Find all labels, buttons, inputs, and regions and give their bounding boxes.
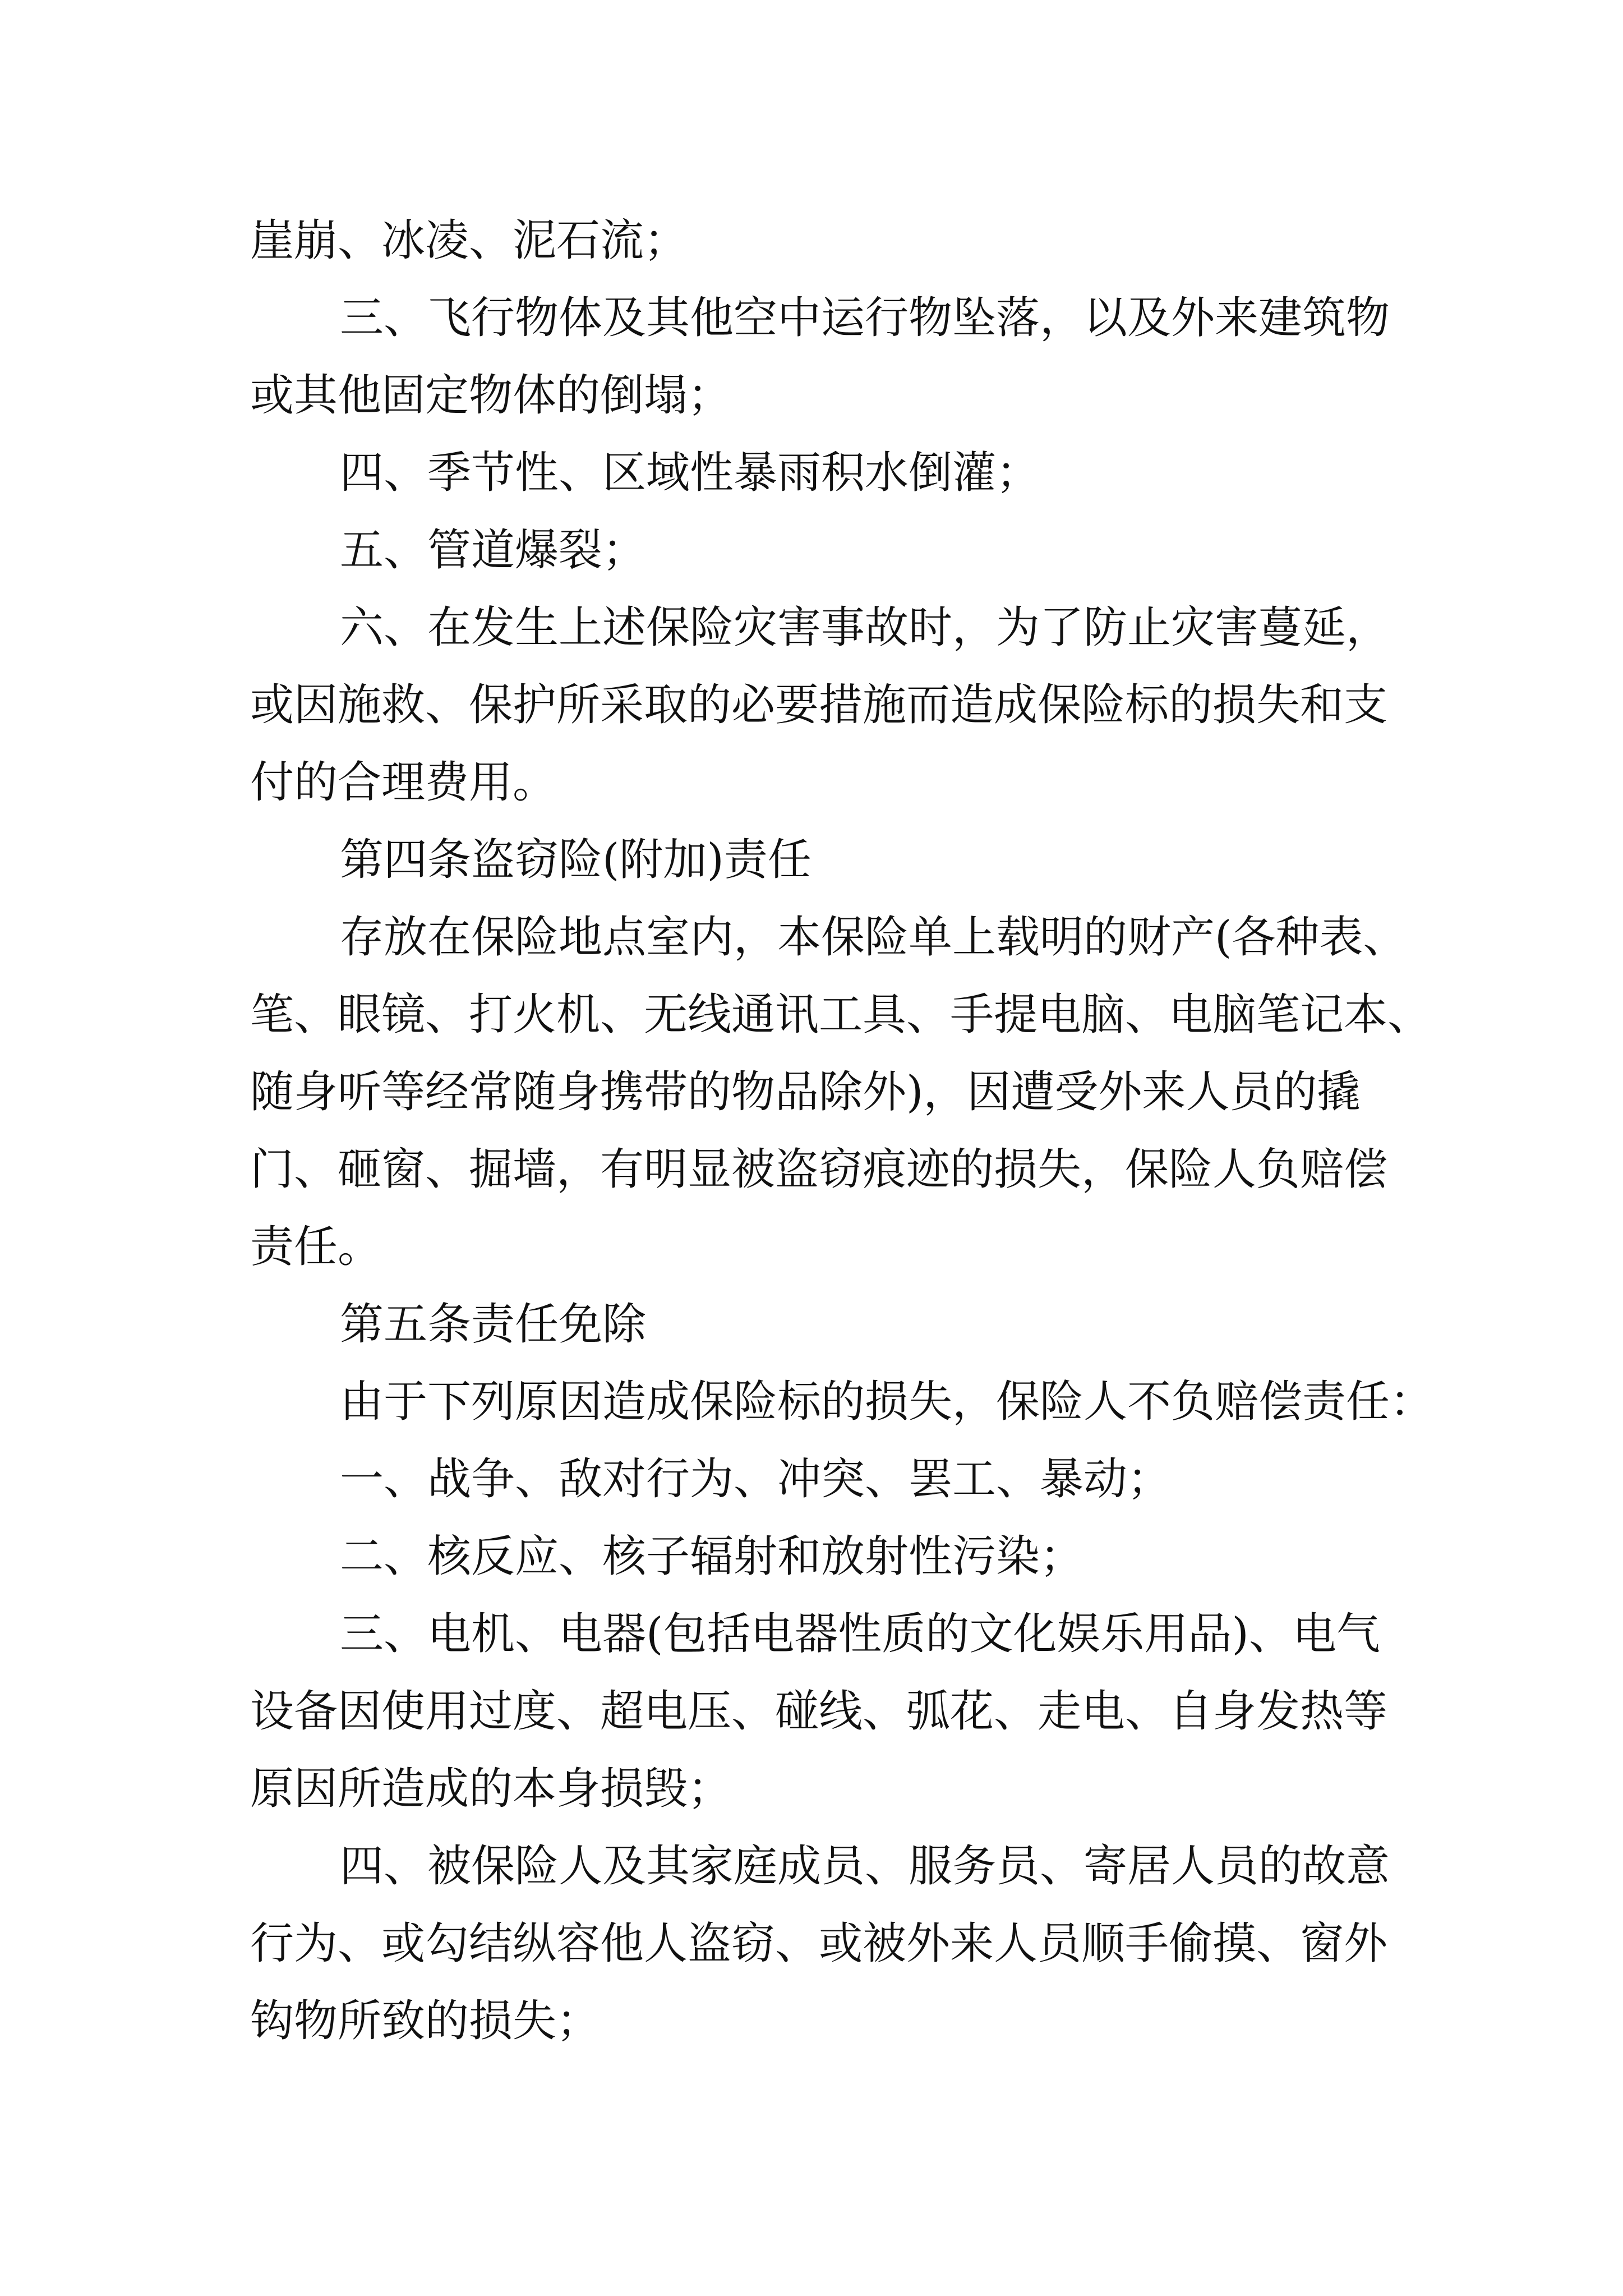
- paragraph-4: [250, 512, 1389, 589]
- text-line: 设备因使用过度、超电压、碰线、弧花、走电、自身发热等: [250, 1686, 1388, 1737]
- text-line: 第五条责任免除: [340, 1299, 647, 1350]
- text-line: 三、飞行物体及其他空中运行物坠落，以及外来建筑物: [340, 293, 1390, 343]
- text-line: 钩物所致的损失；: [250, 1996, 601, 2046]
- text-line: 崖崩、冰凌、泥石流；: [250, 215, 688, 266]
- paragraph-12: [250, 1595, 1389, 1828]
- text-line: 行为、或勾结纵容他人盗窃、或被外来人员顺手偷摸、窗外: [250, 1918, 1388, 1969]
- paragraph-1: [250, 202, 1389, 279]
- text-line: 第四条盗窃险(附加)责任: [340, 835, 811, 885]
- text-line: 四、季节性、区域性暴雨积水倒灌；: [340, 448, 1040, 498]
- text-line: 笔、眼镜、打火机、无线通讯工具、手提电脑、电脑笔记本、: [250, 990, 1432, 1040]
- document-page: [250, 202, 1434, 2060]
- text-line: 责任。: [250, 1222, 382, 1272]
- text-line: 二、核反应、核子辐射和放射性污染；: [340, 1531, 1084, 1582]
- text-line: 三、电机、电器(包括电器性质的文化娱乐用品)、电气: [340, 1609, 1380, 1659]
- paragraph-7: [250, 899, 1432, 1286]
- text-line: 原因所造成的本身损毁；: [250, 1764, 732, 1814]
- text-line: 四、被保险人及其家庭成员、服务员、寄居人员的故意: [340, 1841, 1390, 1892]
- text-line: 一、战争、敌对行为、冲突、罢工、暴动；: [340, 1454, 1172, 1504]
- section-heading-article-4: [250, 821, 1389, 899]
- text-line: 或因施救、保护所采取的必要措施而造成保险标的损失和支: [250, 680, 1388, 730]
- paragraph-11: [250, 1518, 1389, 1595]
- text-line: 或其他固定物体的倒塌；: [250, 370, 732, 421]
- section-heading-article-5: [250, 1286, 1389, 1363]
- text-line: 由于下列原因造成保险标的损失，保险人不负赔偿责任：: [340, 1377, 1434, 1427]
- paragraph-5: [250, 589, 1389, 821]
- paragraph-10: [250, 1441, 1389, 1518]
- paragraph-3: [250, 434, 1389, 512]
- text-line: 付的合理费用。: [250, 757, 557, 808]
- text-line: 五、管道爆裂；: [340, 525, 647, 576]
- paragraph-13: [250, 1828, 1389, 2060]
- paragraph-2: [250, 279, 1389, 434]
- text-line: 门、砸窗、掘墙，有明显被盗窃痕迹的损失，保险人负赔偿: [250, 1144, 1388, 1195]
- text-line: 随身听等经常随身携带的物品除外)，因遭受外来人员的撬: [250, 1067, 1361, 1117]
- text-line: 六、在发生上述保险灾害事故时，为了防止灾害蔓延，: [340, 602, 1390, 653]
- text-line: 存放在保险地点室内，本保险单上载明的财产(各种表、: [340, 912, 1407, 963]
- paragraph-9: [250, 1363, 1434, 1441]
